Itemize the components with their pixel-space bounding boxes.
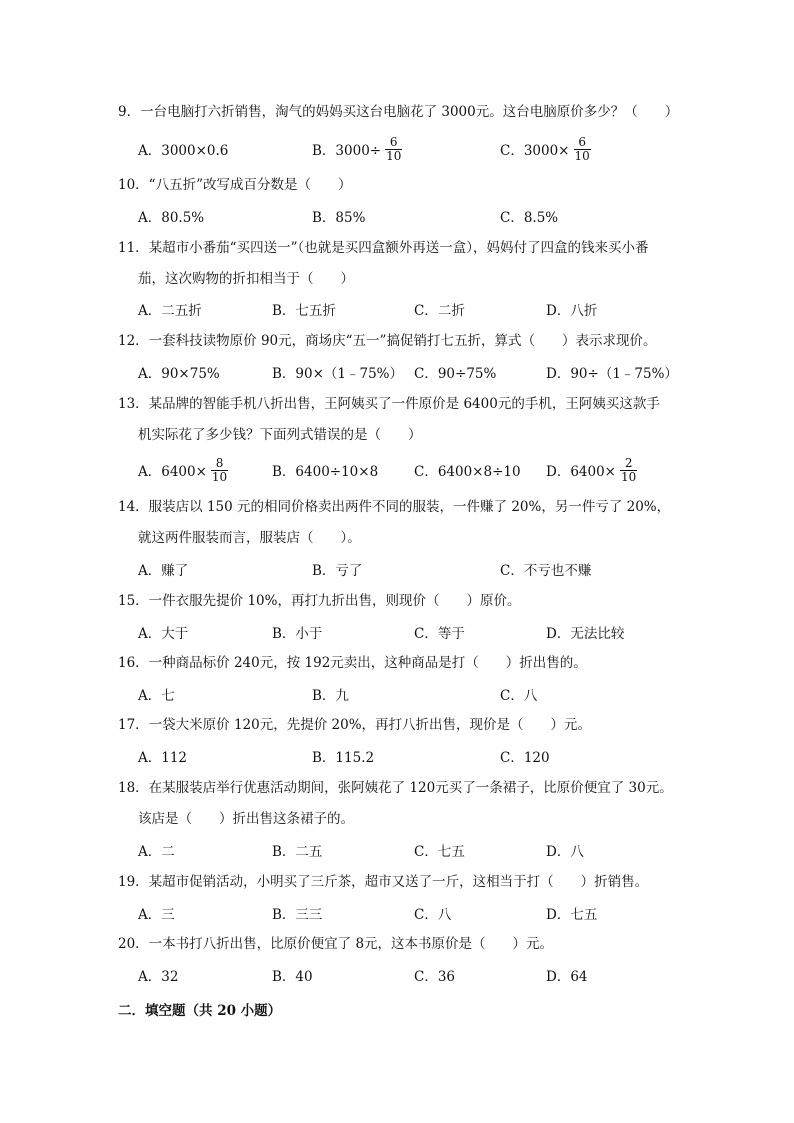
fraction: $\frac{6}{10}$	[574, 134, 590, 163]
question-10	[118, 175, 688, 195]
option-c: C．3000× $\frac{6}{10}$	[500, 134, 590, 163]
option-a: A．二	[138, 844, 175, 860]
question-text-line2: 该店是（ ）折出售这条裙子的。	[138, 811, 354, 827]
question-text: 11．某超市小番茄“买四送一”（也就是买四盒额外再送一盒），妈妈付了四盒的钱来买小番	[118, 240, 649, 256]
option-a: A．大于	[138, 626, 189, 642]
question-11	[118, 238, 688, 287]
option-a: A．6400× $\frac{8}{10}$	[138, 455, 228, 484]
question-text: 13．某品牌的智能手机八折出售，王阿姨买了一件原价是 6400元的手机，王阿姨买这款手	[118, 396, 660, 412]
question-13	[118, 394, 688, 443]
option-b: B．3000÷ $\frac{6}{10}$	[312, 134, 402, 163]
option-d: D．6400× $\frac{2}{10}$	[546, 455, 637, 484]
section-title: 二．填空题（共 20 小题）	[118, 1003, 282, 1019]
question-text: 15．一件衣服先提价 10%，再打九折出售，则现价（ ）原价。	[118, 593, 521, 609]
option-c: C．36	[414, 969, 456, 985]
option-c: C．八	[500, 688, 538, 704]
question-14	[118, 497, 688, 546]
question-text: 10．“八五折”改写成百分数是（ ）	[118, 177, 352, 193]
question-text: 17．一袋大米原价 120元，先提价 20%，再打八折出售，现价是（ ）元。	[118, 717, 592, 733]
question-text: 9．一台电脑打六折销售，淘气的妈妈买这台电脑花了 3000元。这台电脑原价多少？（ ）	[118, 104, 679, 120]
question-text: 14．服装店以 150 元的相同价格卖出两件不同的服装，一件赚了 20%，另一件亏了 20%，	[118, 499, 671, 515]
option-b: B．6400÷10×8	[272, 464, 379, 480]
option-d: D．八折	[546, 303, 598, 319]
options-18	[138, 833, 698, 867]
option-a: A．80.5%	[138, 210, 205, 226]
options-9	[138, 132, 698, 166]
option-d: D．八	[546, 844, 584, 860]
option-a: A．赚了	[138, 563, 189, 579]
options-10	[138, 199, 698, 233]
option-a: A．112	[138, 750, 188, 766]
question-text: 18．在某服装店举行优惠活动期间，张阿姨花了 120元买了一条裙子，比原价便宜了 30元。	[118, 780, 673, 796]
options-19	[138, 896, 698, 930]
options-11	[138, 292, 698, 326]
option-a: A．3000×0.6	[138, 143, 229, 159]
option-b: B．七五折	[272, 303, 336, 319]
question-19	[118, 872, 688, 892]
fraction: $\frac{2}{10}$	[621, 455, 637, 484]
options-15	[138, 615, 698, 649]
option-a: A．90×75%	[138, 366, 220, 382]
option-b: B．90×（1﹣75%）	[272, 366, 404, 382]
option-a: A．三	[138, 907, 175, 923]
option-a: A．七	[138, 688, 175, 704]
question-18	[118, 778, 688, 827]
question-9	[118, 102, 688, 122]
option-a: A．32	[138, 969, 179, 985]
options-12	[138, 355, 698, 389]
option-c: C．等于	[414, 626, 465, 642]
option-d: D．无法比较	[546, 626, 625, 642]
option-b: B．40	[272, 969, 313, 985]
option-b: B．小于	[272, 626, 323, 642]
options-16	[138, 677, 698, 711]
option-b: B．亏了	[312, 563, 363, 579]
option-b: B．二五	[272, 844, 323, 860]
question-17	[118, 715, 688, 735]
question-text: 20．一本书打八折出售，比原价便宜了 8元，这本书原价是（ ）元。	[118, 936, 554, 952]
option-c: C．二折	[414, 303, 465, 319]
question-text: 19．某超市促销活动，小明买了三斤茶，超市又送了一斤，这相当于打（ ）折销售。	[118, 874, 649, 890]
option-b: B．85%	[312, 210, 366, 226]
option-c: C．八	[414, 907, 452, 923]
question-text-line2: 茄，这次购物的折扣相当于（ ）	[138, 271, 354, 287]
option-c: C．6400×8÷10	[414, 464, 521, 480]
options-20	[138, 958, 698, 992]
fraction: $\frac{8}{10}$	[211, 455, 228, 484]
option-c: C．不亏也不赚	[500, 563, 592, 579]
option-b: B．115.2	[312, 750, 375, 766]
options-13	[138, 453, 698, 487]
option-d: D．64	[546, 969, 588, 985]
option-c: C．90÷75%	[414, 366, 497, 382]
question-text: 12．一套科技读物原价 90元，商场庆“五一”搞促销打七五折，算式（ ）表示求现价。	[118, 333, 657, 349]
question-20	[118, 934, 688, 954]
options-14	[138, 552, 698, 586]
option-c: C．120	[500, 750, 550, 766]
option-c: C．8.5%	[500, 210, 559, 226]
option-d: D．90÷（1﹣75%）	[546, 366, 678, 382]
option-d: D．七五	[546, 907, 598, 923]
option-b: B．九	[312, 688, 349, 704]
question-text-line2: 机实际花了多少钱？下面列式错误的是（ ）	[138, 427, 422, 443]
options-17	[138, 739, 698, 773]
option-c: C．七五	[414, 844, 465, 860]
option-b: B．三三	[272, 907, 323, 923]
question-16	[118, 653, 688, 673]
question-text-line2: 就这两件服装而言，服装店（ ）。	[138, 530, 361, 546]
fraction: $\frac{6}{10}$	[386, 134, 402, 163]
question-text: 16．一种商品标价 240元，按 192元卖出，这种商品是打（ ）折出售的。	[118, 655, 587, 671]
question-12	[118, 331, 688, 351]
question-15	[118, 591, 688, 611]
option-a: A．二五折	[138, 303, 202, 319]
